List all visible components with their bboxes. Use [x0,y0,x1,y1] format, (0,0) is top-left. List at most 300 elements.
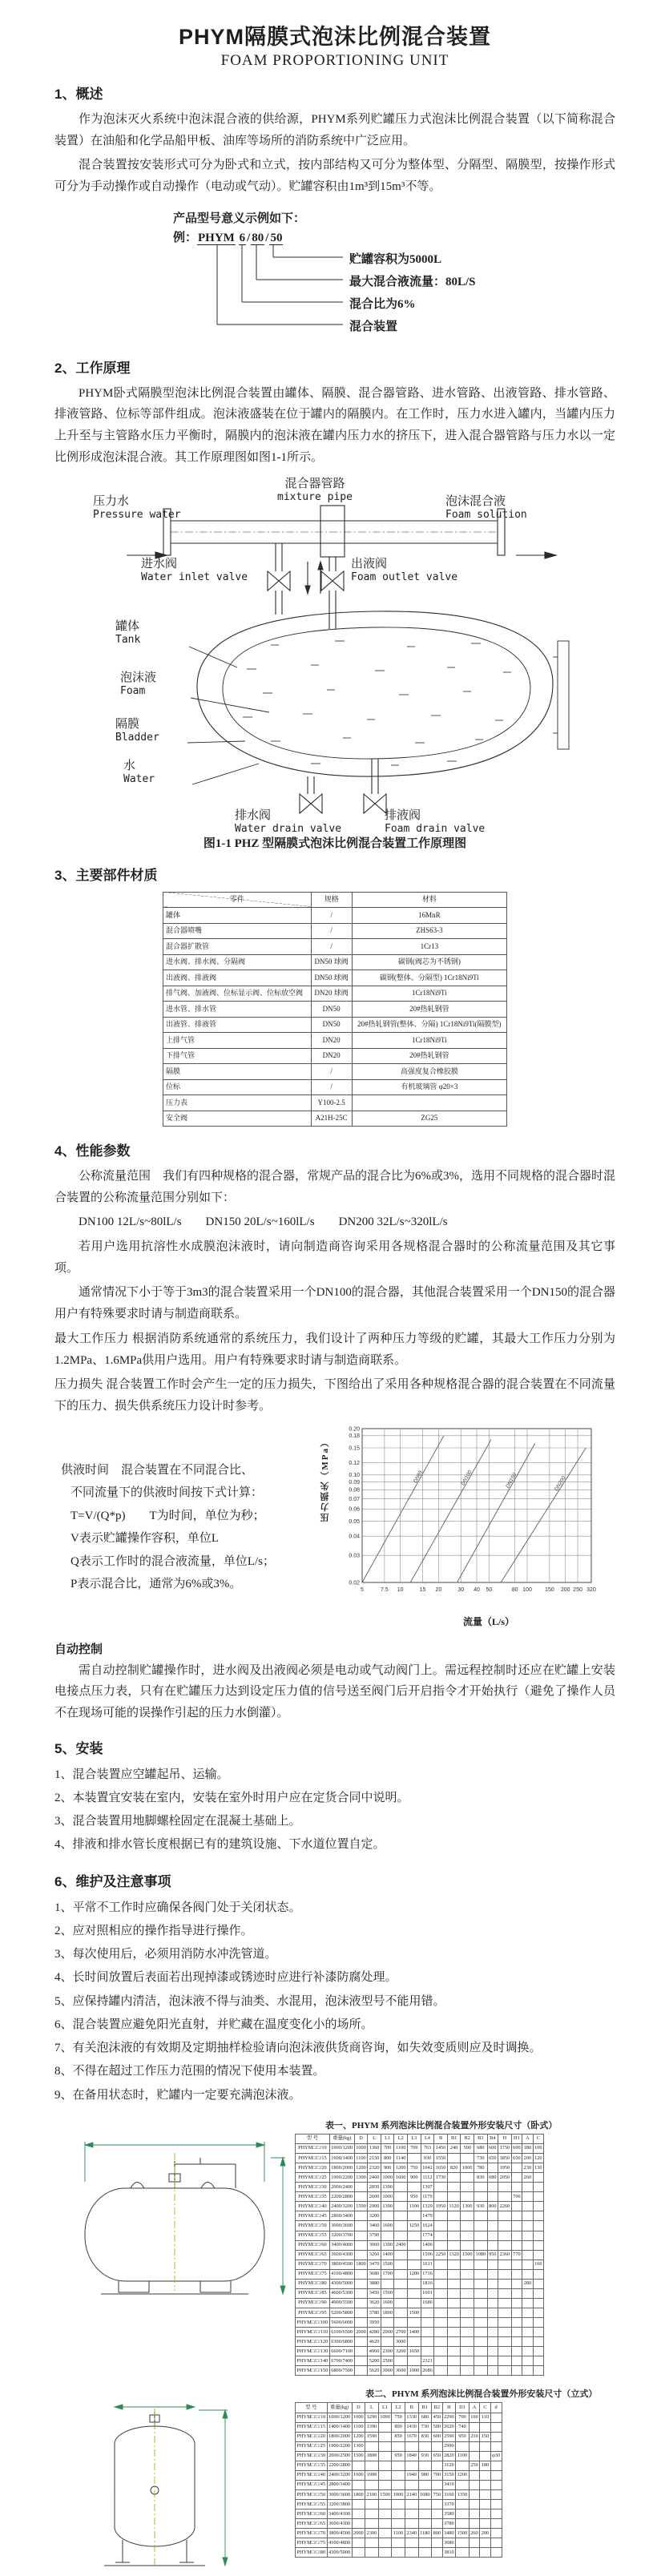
table-cell [434,2328,448,2337]
table-cell [522,2183,533,2192]
table-cell [378,2451,392,2461]
table-cell: 4600/5300 [329,2288,354,2298]
table-cell [498,2279,512,2288]
table-cell [511,2356,522,2366]
table-cell [456,2538,470,2548]
table-row [296,2318,544,2328]
table-cell: DN20 [311,1048,352,1064]
svg-text:0.12: 0.12 [349,1460,360,1466]
table-cell: PHYM□/□/45 [296,2480,328,2489]
table-cell [394,2308,408,2318]
table-cell [474,2211,488,2221]
table-cell [432,2538,442,2548]
table-cell: 1Cr13 [352,939,506,955]
table-cell: PHYM□/□/20 [296,2432,328,2441]
chart-plot-area [330,1422,603,1615]
table-cell [533,2173,543,2183]
label-water [123,759,155,786]
table-cell: 1800/2000 [327,2432,352,2441]
column-header: B1 [447,2134,461,2143]
table-cell: 1479 [421,2211,434,2221]
table-cell: 1000 [352,2413,365,2422]
table-cell: 500 [432,2422,442,2432]
horizontal-tank-drawing [54,2134,295,2330]
label-foam-en: Foam [120,684,146,697]
table-cell [461,2192,474,2202]
model-token-volume: 50 [270,231,283,244]
model-number-example [54,209,615,344]
table-cell [408,2298,421,2308]
table-row [163,1111,507,1127]
table-cell: 1600 [381,2221,394,2231]
table-cell: 1730 [434,2173,448,2183]
table-cell: 3000 [394,2337,408,2347]
column-header: B1 [418,2403,432,2413]
table-cell: 1940 [405,2470,418,2480]
table-cell [405,2548,418,2558]
table-cell: 780 [474,2163,488,2173]
table-cell: 1000 [381,2192,394,2202]
list-item: 6、混合装置应避免阳光直射，并贮藏在温度变化小的场所。 [54,2018,373,2031]
table-cell: 1180 [418,2529,432,2538]
table-cell: 680 [474,2143,488,2153]
table-cell: 730 [474,2154,488,2163]
table-cell [474,2269,488,2279]
column-header: L1 [381,2134,394,2143]
table-cell: 1700 [381,2269,394,2279]
table-cell [487,2279,498,2288]
table-cell [474,2192,488,2202]
table-cell [447,2279,461,2288]
table-cell: PHYM□/□/75 [296,2538,328,2548]
table-cell: PHYM□/□/25 [296,2173,330,2183]
table-row [163,1002,507,1018]
table-cell: 160 [533,2260,543,2269]
column-header: C [533,2134,543,2143]
table-cell [434,2308,448,2318]
table-cell [522,2250,533,2260]
table-cell [490,2529,502,2538]
table-cell: 1716 [421,2269,434,2279]
table-cell [522,2202,533,2211]
column-header: L [368,2134,381,2143]
table-cell: 650 [432,2451,442,2461]
column-header: D1 [456,2403,470,2413]
column-header: 型 号 [296,2134,330,2143]
table-row [296,2154,544,2163]
table-cell [394,2269,408,2279]
table-cell [498,2192,512,2202]
table-cell: 1800 [381,2308,394,2318]
table-cell: 730 [418,2422,432,2432]
table-cell: 2300 [381,2347,394,2356]
table-cell [434,2279,448,2288]
table-cell [487,2318,498,2328]
table-cell: 3060 [368,2240,381,2250]
label-tank-en: Tank [115,633,141,646]
table-cell [498,2366,512,2376]
table-cell [408,2337,421,2347]
table-cell [405,2500,418,2509]
table-cell: 4100/4800 [329,2269,354,2279]
table-cell: 1080 [418,2490,432,2500]
table-cell: / [311,939,352,955]
table-cell: 700 [408,2143,421,2153]
table-cell: 1179 [421,2192,434,2202]
page-subtitle: FOAM PROPORTIONING UNIT [220,52,449,69]
table-cell: 1000 [392,2490,405,2500]
table-cell [354,2308,368,2318]
list-item: 3、混合装置用地脚螺栓固定在混凝土基础上。 [54,1815,301,1828]
table-cell: 5620 [368,2366,381,2376]
table-cell [490,2509,502,2519]
table-cell: 6600/7100 [329,2347,354,2356]
table-cell: 3620 [368,2298,381,2308]
table-cell: 680 [487,2173,498,2183]
table-cell: 450 [432,2413,442,2422]
table-cell [498,2183,512,2192]
table-cell [418,2480,432,2489]
supply-time-block [54,1422,319,1632]
table-cell [461,2337,474,2347]
table-row [296,2328,544,2337]
table-cell [498,2260,512,2269]
supply-time-line: 供液时间 混合装置在不同混合比、 [61,1463,254,1477]
table-cell [434,2211,448,2221]
table-cell [511,2288,522,2298]
table-cell: 1840 [405,2451,418,2461]
table-cell: 800 [487,2202,498,2211]
table-cell [511,2337,522,2347]
table-cell: PHYM□/□/55 [296,2500,328,2509]
table-cell [487,2221,498,2231]
table-cell [469,2500,479,2509]
table-cell [447,2318,461,2328]
table-cell [490,2500,502,2509]
table-cell [405,2509,418,2519]
table-cell: 930 [418,2451,432,2461]
table-cell [381,2337,394,2347]
label-foam-solution [445,494,527,522]
supply-time-line: 不同流量下的供液时间按下式计算： [71,1486,264,1500]
label-pressure-water-en: Pressure water [93,508,181,521]
table-row [163,939,507,955]
table-cell: 2250 [434,2250,448,2260]
table-row [296,2500,502,2509]
list-item: 4、排液和排水管长度根据已有的建筑设施、下水道位置自定。 [54,1838,385,1852]
table-cell: 1329 [421,2202,434,2211]
table-cell [434,2240,448,2250]
table-cell [490,2519,502,2529]
table-cell: / [311,1079,352,1095]
svg-text:0.08: 0.08 [349,1487,360,1494]
table-cell: 6800/7500 [329,2366,354,2376]
table-cell: 1100 [392,2529,405,2538]
page-title: PHYM隔膜式泡沫比例混合装置 [178,25,491,49]
table-cell [533,2318,543,2328]
label-tank-zh: 罐体 [115,619,140,633]
svg-text:DN65: DN65 [412,1469,425,1484]
table-cell: 763 [421,2143,434,2153]
table-cell [394,2231,408,2240]
column-header: 重量(kg) [327,2403,352,2413]
table-row [296,2183,544,2192]
table-cell [474,2279,488,2288]
table-cell: 1080 [474,2250,488,2260]
table-cell: 3470 [368,2260,381,2269]
table-cell: 1670 [405,2432,418,2441]
table-row [296,2347,544,2356]
table-cell [511,2221,522,2231]
table-cell [480,2470,490,2480]
label-foam-drain-zh: 排液阀 [385,808,421,822]
horizontal-dims-row [54,2134,615,2376]
table-cell: PHYM□/□/25 [296,2441,328,2451]
section-1-heading: 1、概述 [54,87,103,102]
table-cell [405,2538,418,2548]
mixer-selection-paragraph: 通常情况下小于等于3m3的混合装置采用一个DN100的混合器，其他混合装置采用一个DN150的混合器用户有特殊要求时请与制造商联系。 [54,1286,616,1321]
table-cell [456,2441,470,2451]
table-cell [487,2269,498,2279]
table-cell [461,2211,474,2221]
table-cell [498,2347,512,2356]
column-header: L4 [421,2134,434,2143]
pressure-loss-chart [319,1422,614,1632]
table-cell: 1400/1400 [327,2422,352,2432]
table-cell [447,2308,461,2318]
table-cell: 240 [447,2143,461,2153]
table-cell [421,2347,434,2356]
max-pressure-paragraph: 最大工作压力 根据消防系统通常的系统压力，我们设计了两种压力等级的贮罐，其最大工作压力分别为1.2MPa、1.6MPa供用户选用。用户有特殊要求时请与制造商联系。 [54,1332,615,1367]
table-cell: 2150 [368,2154,381,2163]
table-cell: 3410 [442,2480,456,2489]
table-cell [533,2183,543,2192]
table-cell: 2320 [368,2163,381,2173]
column-header: A [469,2403,479,2413]
table-cell: 3950 [368,2318,381,2328]
list-item: 4、长时间放置后表面若出现掉漆或锈迹时应进行补漆防腐处理。 [54,1971,397,1985]
table-row [296,2538,502,2548]
table-cell [522,2347,533,2356]
table-cell [432,2441,442,2451]
table-cell [447,2173,461,2183]
table-cell: PHYM□/□/70 [296,2529,328,2538]
label-water-drain-en: Water drain valve [235,822,342,835]
column-header: D [352,2403,365,2413]
table-cell [354,2250,368,2260]
table-cell [487,2260,498,2269]
table-cell [474,2288,488,2298]
figure-caption: 图1-1 PHZ 型隔膜式泡沫比例混合装置工作原理图 [203,836,467,850]
table-row [296,2480,502,2489]
table-cell [354,2183,368,2192]
table-cell [498,2356,512,2366]
table-cell: 1601 [421,2288,434,2298]
table-cell: 隔膜 [163,1064,312,1080]
table-cell [352,2509,365,2519]
label-bladder-en: Bladder [115,731,159,744]
table-cell [456,2480,470,2489]
table-cell [487,2347,498,2356]
table-cell: 1600 [394,2173,408,2183]
table-cell: 1800/2000 [329,2163,354,2173]
table-row [163,1064,507,1080]
table-cell [421,2308,434,2318]
column-header: 重量(kg) [329,2134,354,2143]
table-cell [474,2318,488,2328]
column-header: L3 [408,2134,421,2143]
label-water-drain [235,808,341,836]
svg-text:0.18: 0.18 [349,1433,360,1439]
table-cell: PHYM□/□/60 [296,2240,330,2250]
table-cell [469,2441,479,2451]
table-cell [487,2328,498,2337]
performance-row [54,1422,615,1632]
table-cell: 900 [381,2163,394,2173]
table-cell [405,2480,418,2489]
table-cell [487,2288,498,2298]
label-outlet-valve-zh: 出液阀 [351,557,388,570]
table-row [296,2298,544,2308]
table-cell [490,2548,502,2558]
table-cell [434,2318,448,2328]
table-cell [354,2288,368,2298]
table-cell [378,2432,392,2441]
table-row [296,2509,502,2519]
table-cell [474,2183,488,2192]
table-cell [490,2538,502,2548]
table-cell [392,2519,405,2529]
section-3-heading: 3、主要部件材质 [54,867,158,883]
table-cell [469,2519,479,2529]
table-cell: 2200/2800 [329,2192,354,2202]
table-cell: PHYM□/□/45 [296,2211,330,2221]
table-cell: 6100/6500 [329,2328,354,2337]
table-cell: 700 [381,2143,394,2153]
table-cell: 900 [408,2173,421,2183]
table-cell: 碳钢(整体、分隔型) 1Cr18Ni9Ti [352,970,506,986]
table-cell [381,2318,394,2328]
table-cell: PHYM□/□/10 [296,2413,328,2422]
table-cell: 3450 [368,2288,381,2298]
table-cell: 3680 [442,2538,456,2548]
table-row [163,1079,507,1095]
label-foam-drain [385,808,485,836]
label-pressure-water-zh: 压力水 [93,494,130,508]
column-header: H [442,2403,456,2413]
table-cell [511,2318,522,2328]
table-row [296,2519,502,2529]
table-cell [522,2221,533,2231]
model-separator: / [265,231,269,244]
list-item: 2、本装置宜安装在室内，安装在室外时用户应在定货合同中说明。 [54,1791,409,1804]
table-cell: 1686 [421,2298,434,2308]
table-row [296,2451,502,2461]
table-cell [418,2461,432,2470]
svg-text:40: 40 [474,1586,480,1593]
table-cell [418,2500,432,2509]
table-cell: 3810 [442,2548,456,2558]
table-cell: 980 [418,2470,432,2480]
vertical-tank-drawing [54,2402,295,2576]
column-header: L2 [394,2134,408,2143]
table-cell: 4300/5000 [329,2279,354,2288]
table-row [296,2548,502,2558]
table-cell: 600 [511,2143,522,2153]
table-cell: 1042 [421,2163,434,2173]
table-row [296,2269,544,2279]
table-cell [365,2461,379,2470]
table-cell [533,2269,543,2279]
table-cell: 3150 [442,2470,456,2480]
table-cell: 进水阀、排水阀、分隔阀 [163,954,312,970]
label-foam [120,671,156,698]
table-cell [352,2461,365,2470]
table-cell: 1900 [408,2366,421,2376]
table-cell [469,2422,479,2432]
table-cell: 200 [522,2154,533,2163]
table-cell [511,2211,522,2221]
table-cell [522,2260,533,2269]
svg-text:0.06: 0.06 [349,1506,360,1513]
table-cell [511,2163,522,2173]
table-cell [511,2347,522,2356]
table-cell: 1800 [365,2451,379,2461]
table-cell: 3680 [368,2269,381,2279]
table-cell [408,2318,421,2328]
table-row [163,986,507,1002]
table-cell: φ30 [490,2451,502,2461]
table-cell: / [311,1064,352,1080]
table-cell: 1000 [381,2173,394,2183]
table-cell [522,2356,533,2366]
table-cell [474,2347,488,2356]
table-cell: 位标 [163,1079,312,1095]
table-cell [354,2231,368,2240]
table-cell [434,2231,448,2240]
table-cell [378,2509,392,2519]
table-cell [533,2328,543,2337]
table-cell [378,2461,392,2470]
svg-text:100: 100 [522,1586,532,1593]
table-cell [354,2318,368,2328]
table-cell [487,2183,498,2192]
table-cell: 3790 [368,2231,381,2240]
table-row [296,2441,502,2451]
table-cell [434,2192,448,2202]
table-cell [392,2509,405,2519]
table-cell: 260 [522,2173,533,2183]
table-cell [498,2269,512,2279]
table-cell [434,2288,448,2298]
table-row [296,2529,502,2538]
table-cell: 600 [432,2432,442,2441]
table-cell: PHYM□/□/140 [296,2356,330,2366]
table-cell: / [311,908,352,924]
table-cell [522,2366,533,2376]
table-cell: 2340 [405,2529,418,2538]
table-cell: DN50 球阀 [311,954,352,970]
table-cell [394,2288,408,2298]
table-row [296,2366,544,2376]
table-cell [469,2548,479,2558]
table-cell [381,2279,394,2288]
column-header: H1 [511,2134,522,2143]
table-cell: 1140 [394,2154,408,2163]
table-cell [421,2328,434,2337]
table-cell [487,2231,498,2240]
table-row [296,2413,502,2422]
